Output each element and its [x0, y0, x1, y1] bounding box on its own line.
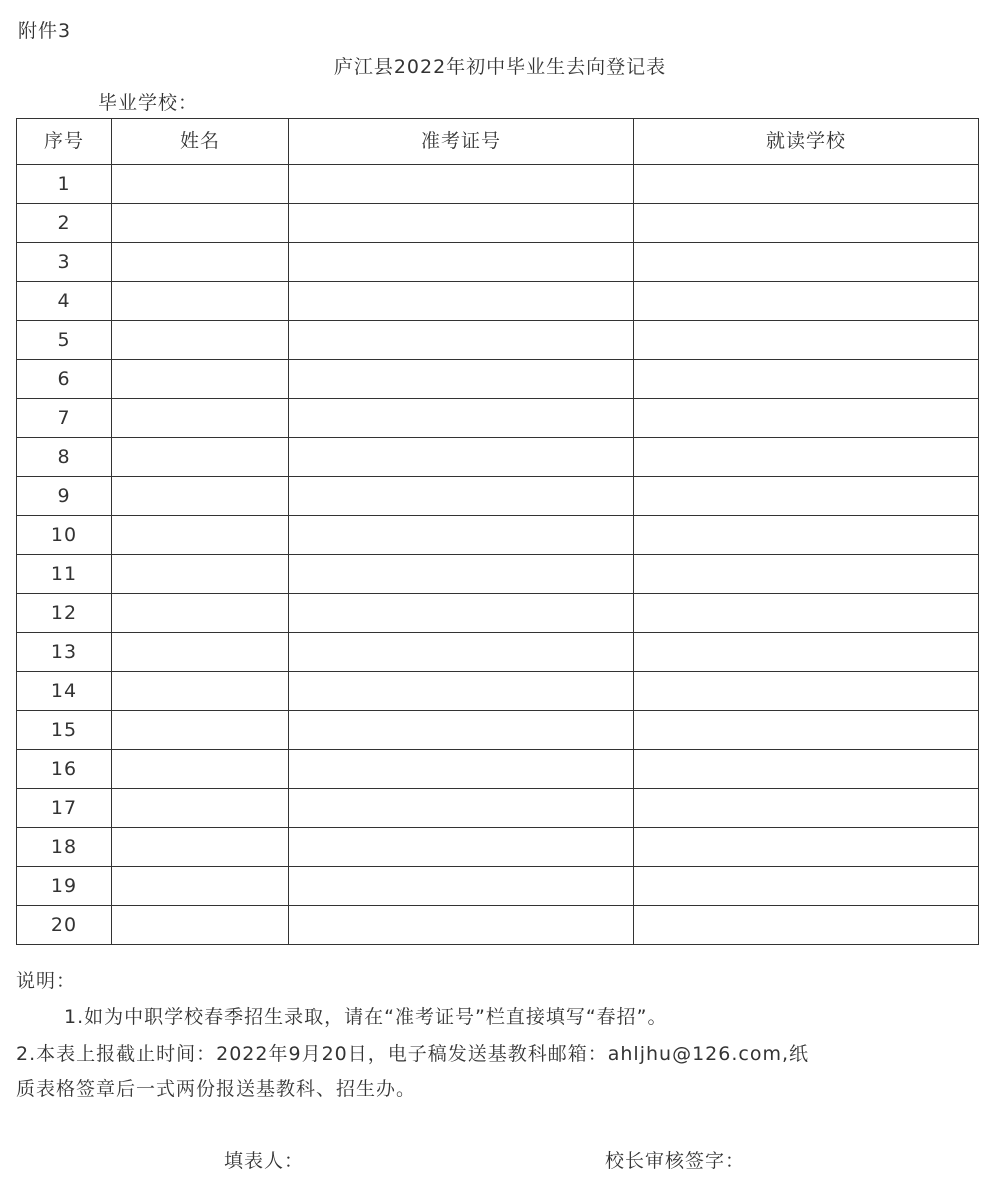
exam-number-cell[interactable]	[289, 789, 634, 828]
attachment-label: 附件3	[18, 20, 72, 42]
table-body	[17, 165, 979, 945]
name-cell[interactable]	[112, 360, 289, 399]
header-serial: 序号	[17, 119, 112, 165]
name-cell[interactable]	[112, 282, 289, 321]
table-row	[17, 204, 979, 243]
school-cell[interactable]	[634, 438, 979, 477]
exam-number-cell[interactable]	[289, 711, 634, 750]
table-row	[17, 360, 979, 399]
name-cell[interactable]	[112, 555, 289, 594]
school-cell[interactable]	[634, 906, 979, 945]
exam-number-cell[interactable]	[289, 633, 634, 672]
table-row	[17, 594, 979, 633]
exam-number-cell[interactable]	[289, 828, 634, 867]
school-cell[interactable]	[634, 555, 979, 594]
table-row	[17, 282, 979, 321]
school-cell[interactable]	[634, 282, 979, 321]
school-cell[interactable]	[634, 477, 979, 516]
exam-number-cell[interactable]	[289, 360, 634, 399]
exam-number-cell[interactable]	[289, 438, 634, 477]
row-serial-cell: 10	[17, 516, 112, 555]
row-serial-cell: 16	[17, 750, 112, 789]
exam-number-cell[interactable]	[289, 555, 634, 594]
table-row	[17, 321, 979, 360]
name-cell[interactable]	[112, 867, 289, 906]
exam-number-cell[interactable]	[289, 399, 634, 438]
name-cell[interactable]	[112, 399, 289, 438]
school-cell[interactable]	[634, 672, 979, 711]
row-serial-cell: 5	[17, 321, 112, 360]
row-serial-cell: 11	[17, 555, 112, 594]
table-row	[17, 906, 979, 945]
note-item-1: 1.如为中职学校春季招生录取，请在“准考证号”栏直接填写“春招”。	[64, 1006, 668, 1028]
row-serial-cell: 20	[17, 906, 112, 945]
exam-number-cell[interactable]	[289, 477, 634, 516]
table-row	[17, 477, 979, 516]
name-cell[interactable]	[112, 477, 289, 516]
table-row	[17, 633, 979, 672]
row-serial-cell: 14	[17, 672, 112, 711]
name-cell[interactable]	[112, 165, 289, 204]
header-exam-number: 准考证号	[289, 119, 634, 165]
row-serial-cell: 1	[17, 165, 112, 204]
school-cell[interactable]	[634, 789, 979, 828]
school-cell[interactable]	[634, 633, 979, 672]
school-cell[interactable]	[634, 399, 979, 438]
notes-heading: 说明：	[16, 970, 77, 992]
row-serial-cell: 19	[17, 867, 112, 906]
table-row	[17, 555, 979, 594]
table-row	[17, 672, 979, 711]
exam-number-cell[interactable]	[289, 867, 634, 906]
row-serial-cell: 3	[17, 243, 112, 282]
school-cell[interactable]	[634, 711, 979, 750]
page-title: 庐江县2022年初中毕业生去向登记表	[333, 56, 667, 78]
table-row	[17, 750, 979, 789]
name-cell[interactable]	[112, 204, 289, 243]
exam-number-cell[interactable]	[289, 672, 634, 711]
name-cell[interactable]	[112, 438, 289, 477]
name-cell[interactable]	[112, 594, 289, 633]
table-row	[17, 516, 979, 555]
table-row	[17, 789, 979, 828]
school-cell[interactable]	[634, 594, 979, 633]
name-cell[interactable]	[112, 243, 289, 282]
name-cell[interactable]	[112, 711, 289, 750]
school-cell[interactable]	[634, 360, 979, 399]
exam-number-cell[interactable]	[289, 321, 634, 360]
table-row	[17, 399, 979, 438]
school-cell[interactable]	[634, 165, 979, 204]
exam-number-cell[interactable]	[289, 204, 634, 243]
school-cell[interactable]	[634, 321, 979, 360]
exam-number-cell[interactable]	[289, 165, 634, 204]
exam-number-cell[interactable]	[289, 282, 634, 321]
name-cell[interactable]	[112, 633, 289, 672]
school-cell[interactable]	[634, 243, 979, 282]
name-cell[interactable]	[112, 516, 289, 555]
school-cell[interactable]	[634, 516, 979, 555]
graduation-school-label: 毕业学校：	[98, 92, 199, 114]
principal-signature-label: 校长审核签字：	[605, 1150, 746, 1172]
table-row	[17, 867, 979, 906]
table-row	[17, 711, 979, 750]
school-cell[interactable]	[634, 828, 979, 867]
table-row	[17, 438, 979, 477]
school-cell[interactable]	[634, 750, 979, 789]
note-item-2-line-1: 2.本表上报截止时间：2022年9月20日，电子稿发送基教科邮箱：ahljhu@126.com,纸	[16, 1043, 809, 1065]
name-cell[interactable]	[112, 321, 289, 360]
table-header-row	[17, 119, 979, 165]
registration-table	[16, 118, 979, 945]
form-filler-label: 填表人：	[224, 1150, 305, 1172]
note-item-2-line-2: 质表格签章后一式两份报送基教科、招生办。	[16, 1078, 417, 1100]
row-serial-cell: 6	[17, 360, 112, 399]
row-serial-cell: 8	[17, 438, 112, 477]
school-cell[interactable]	[634, 867, 979, 906]
row-serial-cell: 13	[17, 633, 112, 672]
header-name: 姓名	[112, 119, 289, 165]
row-serial-cell: 7	[17, 399, 112, 438]
name-cell[interactable]	[112, 750, 289, 789]
table-row	[17, 165, 979, 204]
name-cell[interactable]	[112, 828, 289, 867]
table-row	[17, 828, 979, 867]
header-school-attending: 就读学校	[634, 119, 979, 165]
row-serial-cell: 12	[17, 594, 112, 633]
exam-number-cell[interactable]	[289, 516, 634, 555]
row-serial-cell: 17	[17, 789, 112, 828]
row-serial-cell: 2	[17, 204, 112, 243]
row-serial-cell: 9	[17, 477, 112, 516]
row-serial-cell: 4	[17, 282, 112, 321]
exam-number-cell[interactable]	[289, 243, 634, 282]
row-serial-cell: 15	[17, 711, 112, 750]
exam-number-cell[interactable]	[289, 906, 634, 945]
name-cell[interactable]	[112, 789, 289, 828]
school-cell[interactable]	[634, 204, 979, 243]
table-row	[17, 243, 979, 282]
exam-number-cell[interactable]	[289, 594, 634, 633]
exam-number-cell[interactable]	[289, 750, 634, 789]
row-serial-cell: 18	[17, 828, 112, 867]
name-cell[interactable]	[112, 672, 289, 711]
name-cell[interactable]	[112, 906, 289, 945]
